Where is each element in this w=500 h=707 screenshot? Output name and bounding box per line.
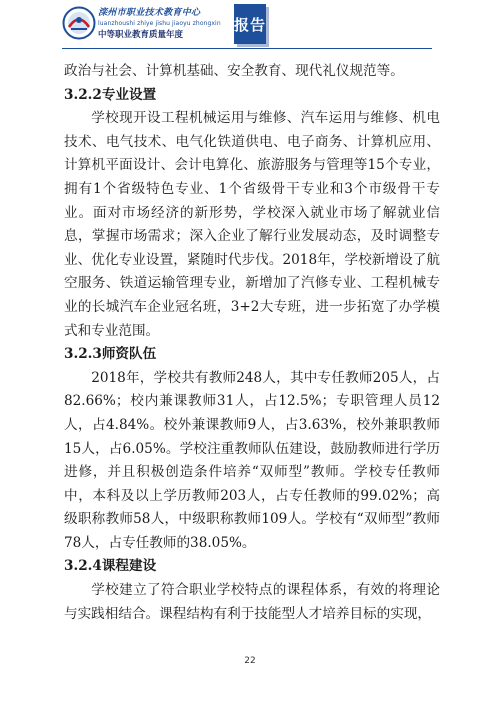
report-subtitle: 中等职业教育质量年度 — [98, 30, 184, 40]
section-heading-faculty: 3.2.3师资队伍 — [64, 346, 157, 363]
header-text — [98, 5, 236, 40]
school-name: 滦州市职业技术教育中心 — [98, 8, 201, 18]
school-logo-icon — [62, 6, 96, 40]
section-heading-major-setup: 3.2.2专业设置 — [64, 86, 157, 103]
paragraph-major-setup: 学校现开设工程机械运用与维修、汽车运用与维修、机电技术、电气技术、电气化铁道供电、电子商务、计算机应用、计算机平面设计、会计电算化、旅游服务与管理等15个专业，拥有1个省级特色专业、1个省级骨干专业和3个市级骨干专业。面对市场经济的新形势，学校深入就业市场了解就业信息，掌握市场需求；深入企业了解行业发展动态，及时调整专业、优化专业设置，紧随时代步伐。2018年，学校新增设了航空服务、铁道运输管理专业，新增加了汽修专业、工程机械专业的长城汽车企业冠名班，3+2大专班，进一步拓宽了办学模式和专业范围。 — [64, 110, 440, 339]
paragraph-faculty: 2018年，学校共有教师248人，其中专任教师205人，占82.66%；校内兼课教师31人，占12.5%；专职管理人员12人，占4.84%。校外兼课教师9人，占3.63%，校外兼职教师15人，占6.05%。学校注重教师队伍建设，鼓励教师进行学历进修，并且积极创造条件培养“双师型”教师。学校专任教师中，本科及以上学历教师203人，占专任教师的99.02%；高级职称教师58人，中级职称教师109人。学校有“双师型”教师78人，占专任教师的38.05%。 — [64, 369, 440, 551]
school-pinyin: luanzhoushi zhiye jishu jiaoyu zhongxin — [98, 20, 221, 27]
report-badge: 报告 — [234, 4, 266, 44]
page-number: 22 — [244, 656, 256, 666]
report-header — [62, 4, 432, 56]
paragraph-continued: 政治与社会、计算机基础、安全教育、现代礼仪规范等。 — [64, 63, 404, 79]
paragraph-curriculum: 学校建立了符合职业学校特点的课程体系，有效的将理论与实践相结合。课程结构有利于技能型人才培养目标的实现， — [64, 582, 440, 622]
header-divider — [62, 48, 432, 49]
page-content — [64, 60, 440, 626]
section-heading-curriculum: 3.2.4课程建设 — [64, 558, 157, 575]
